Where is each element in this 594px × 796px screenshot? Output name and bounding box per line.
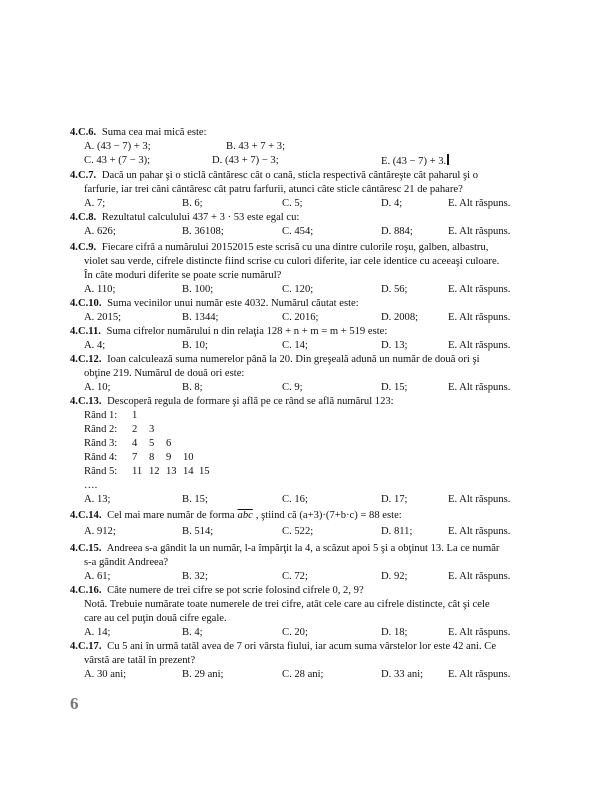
answer-option: C. 522; bbox=[282, 526, 314, 537]
answer-option: D. 92; bbox=[381, 571, 408, 582]
answer-option: E. Alt răspuns. bbox=[448, 526, 511, 537]
answer-option: B. 1344; bbox=[182, 312, 219, 323]
problem-number: 4.C.14. bbox=[70, 510, 102, 521]
row-number: 3 bbox=[149, 424, 155, 435]
answer-option: A. 13; bbox=[84, 494, 111, 505]
problem-text-continued: În câte moduri diferite se poate scrie numărul? bbox=[84, 270, 282, 281]
answer-option: C. 5; bbox=[282, 198, 303, 209]
answer-option: D. 15; bbox=[381, 382, 408, 393]
problem-text: Cu 5 ani în urmă tatăl avea de 7 ori vârsta fiului, iar acum suma vârstelor lor este 42 ani. Ce bbox=[104, 641, 497, 652]
answer-option: C. 454; bbox=[282, 226, 314, 237]
row-number: 5 bbox=[149, 438, 155, 449]
problem-text-continued: Notă. Trebuie numărate toate numerele de trei cifre, atât cele care au cifrele distincte, cât şi cele bbox=[84, 599, 490, 610]
answer-option: B. 36108; bbox=[182, 226, 224, 237]
answer-option: A. 61; bbox=[84, 571, 111, 582]
answer-option: B. 43 + 7 + 3; bbox=[226, 141, 286, 152]
problem-number: 4.C.10. bbox=[70, 298, 102, 309]
answer-option: C. 28 ani; bbox=[282, 669, 324, 680]
problem-statement bbox=[70, 169, 478, 182]
problem-number: 4.C.13. bbox=[70, 396, 102, 407]
problem-statement bbox=[70, 297, 359, 310]
problem-statement bbox=[70, 395, 394, 408]
answer-option: A. 110; bbox=[84, 284, 116, 295]
problem-text: Suma cea mai mică este: bbox=[99, 127, 207, 138]
problem-statement bbox=[70, 241, 488, 254]
answer-option: A. (43 − 7) + 3; bbox=[84, 141, 151, 152]
answer-option: E. Alt răspuns. bbox=[448, 494, 511, 505]
row-label: Rând 4: bbox=[84, 452, 118, 463]
answer-option: C. 20; bbox=[282, 627, 308, 638]
answer-option: B. 514; bbox=[182, 526, 214, 537]
problem-statement bbox=[70, 126, 207, 139]
problem-number: 4.C.12. bbox=[70, 354, 102, 365]
answer-option: C. 9; bbox=[282, 382, 303, 393]
answer-option: A. 4; bbox=[84, 340, 106, 351]
problem-text-continued: care au cel puţin două cifre egale. bbox=[84, 613, 227, 624]
row-number: 11 bbox=[132, 466, 143, 477]
problem-number: 4.C.15. bbox=[70, 543, 102, 554]
problem-text: Rezultatul calculului 437 + 3 · 53 este egal cu: bbox=[99, 212, 300, 223]
answer-option: D. 56; bbox=[381, 284, 408, 295]
answer-option: A. 30 ani; bbox=[84, 669, 127, 680]
problem-text: Fiecare cifră a numărului 20152015 este scrisă cu una dintre culorile roşu, galben, albastru, bbox=[99, 242, 489, 253]
problem-statement bbox=[70, 353, 480, 366]
problem-statement bbox=[70, 640, 496, 653]
ellipsis: …. bbox=[84, 480, 98, 491]
answer-option: E. (43 − 7) + 3. bbox=[381, 154, 449, 168]
problem-text-continued: farfurie, iar trei căni cântăresc cât patru farfurii, atunci câte sticle cântăresc 21 de pahare? bbox=[84, 184, 463, 195]
problem-text: Cel mai mare număr de forma bbox=[104, 510, 235, 521]
problem-text: Andreea s-a gândit la un număr, l-a împărţit la 4, a scăzut apoi 5 şi a obţinut 13. La ce număr bbox=[104, 543, 500, 554]
answer-option: E. Alt răspuns. bbox=[448, 284, 511, 295]
problem-number: 4.C.17. bbox=[70, 641, 102, 652]
answer-option: E. Alt răspuns. bbox=[448, 198, 511, 209]
problem-text: Ioan calculează suma numerelor până la 20. Din greşeală adună un număr de două ori şi bbox=[104, 354, 480, 365]
answer-option: B. 4; bbox=[182, 627, 203, 638]
problem-number: 4.C.16. bbox=[70, 585, 102, 596]
problem-text: Suma vecinilor unui număr este 4032. Numărul căutat este: bbox=[104, 298, 359, 309]
answer-option: B. 10; bbox=[182, 340, 208, 351]
problem-text-continued: s-a gândit Andreea? bbox=[84, 557, 169, 568]
answer-option: A. 912; bbox=[84, 526, 116, 537]
problem-statement bbox=[70, 211, 299, 224]
problem-statement bbox=[70, 509, 402, 522]
overlined-number-abc: $\overline{abc}$ bbox=[237, 510, 253, 521]
answer-option: D. 33 ani; bbox=[381, 669, 424, 680]
row-number: 10 bbox=[183, 452, 194, 463]
row-label: Rând 1: bbox=[84, 410, 118, 421]
answer-option: D. (43 + 7) − 3; bbox=[212, 155, 279, 166]
row-number: 13 bbox=[166, 466, 177, 477]
answer-option: D. 884; bbox=[381, 226, 413, 237]
answer-option: B. 15; bbox=[182, 494, 208, 505]
problem-text: Dacă un pahar şi o sticlă cântăresc cât o cană, sticla respectivă cântăreşte cât paharul şi o bbox=[99, 170, 479, 181]
answer-option: C. 16; bbox=[282, 494, 308, 505]
row-label: Rând 3: bbox=[84, 438, 118, 449]
row-number: 7 bbox=[132, 452, 138, 463]
answer-option: A. 10; bbox=[84, 382, 111, 393]
problem-text: Câte numere de trei cifre se pot scrie folosind cifrele 0, 2, 9? bbox=[104, 585, 364, 596]
answer-option: D. 2008; bbox=[381, 312, 419, 323]
answer-option: C. 43 + (7 − 3); bbox=[84, 155, 151, 166]
answer-option: B. 100; bbox=[182, 284, 214, 295]
row-number: 2 bbox=[132, 424, 138, 435]
row-number: 1 bbox=[132, 410, 138, 421]
answer-option: C. 14; bbox=[282, 340, 308, 351]
answer-option: B. 29 ani; bbox=[182, 669, 224, 680]
row-number: 14 bbox=[183, 466, 194, 477]
answer-option: A. 7; bbox=[84, 198, 106, 209]
problem-text: Descoperă regula de formare şi află pe ce rând se află numărul 123: bbox=[104, 396, 394, 407]
row-number: 15 bbox=[199, 466, 210, 477]
row-number: 6 bbox=[166, 438, 172, 449]
problem-text-continued: obţine 219. Numărul de două ori este: bbox=[84, 368, 245, 379]
answer-option: D. 18; bbox=[381, 627, 408, 638]
row-number: 9 bbox=[166, 452, 172, 463]
answer-option: C. 2016; bbox=[282, 312, 319, 323]
problem-text-continued: violet sau verde, cifrele distincte fiind scrise cu culori diferite, iar cele identice cu aceeaşi culoare. bbox=[84, 256, 500, 267]
row-label: Rând 2: bbox=[84, 424, 118, 435]
answer-option: D. 4; bbox=[381, 198, 403, 209]
answer-option: D. 13; bbox=[381, 340, 408, 351]
answer-option: A. 626; bbox=[84, 226, 116, 237]
problem-statement bbox=[70, 584, 364, 597]
problem-statement bbox=[70, 325, 387, 338]
answer-option: E. Alt răspuns. bbox=[448, 382, 511, 393]
problem-number: 4.C.9. bbox=[70, 242, 97, 253]
answer-option: E. Alt răspuns. bbox=[448, 226, 511, 237]
answer-option: E. Alt răspuns. bbox=[448, 340, 511, 351]
page-number: 6 bbox=[70, 694, 79, 713]
problem-number: 4.C.6. bbox=[70, 127, 97, 138]
problem-number: 4.C.7. bbox=[70, 170, 97, 181]
answer-option: E. Alt răspuns. bbox=[448, 627, 511, 638]
answer-option: C. 72; bbox=[282, 571, 308, 582]
row-number: 8 bbox=[149, 452, 155, 463]
answer-option: A. 14; bbox=[84, 627, 111, 638]
problem-statement bbox=[70, 542, 499, 555]
answer-option: B. 8; bbox=[182, 382, 203, 393]
answer-option: A. 2015; bbox=[84, 312, 122, 323]
problem-number: 4.C.11. bbox=[70, 326, 101, 337]
problem-text: Suma cifrelor numărului n din relaţia 128 + n + m = m + 519 este: bbox=[103, 326, 388, 337]
answer-option: B. 32; bbox=[182, 571, 208, 582]
answer-option: E. Alt răspuns. bbox=[448, 312, 511, 323]
row-label: Rând 5: bbox=[84, 466, 118, 477]
answer-option: E. Alt răspuns. bbox=[448, 571, 511, 582]
problem-text-after: , ştiind că (a+3)·(7+b·c) = 88 este: bbox=[255, 510, 402, 521]
problem-text-continued: vârstă are tatăl în prezent? bbox=[84, 655, 196, 666]
problem-number: 4.C.8. bbox=[70, 212, 97, 223]
answer-option: B. 6; bbox=[182, 198, 203, 209]
answer-option: D. 17; bbox=[381, 494, 408, 505]
text-cursor bbox=[447, 154, 449, 165]
answer-option: E. Alt răspuns. bbox=[448, 669, 511, 680]
row-number: 12 bbox=[149, 466, 160, 477]
row-number: 4 bbox=[132, 438, 138, 449]
answer-option: C. 120; bbox=[282, 284, 314, 295]
answer-option: D. 811; bbox=[381, 526, 413, 537]
